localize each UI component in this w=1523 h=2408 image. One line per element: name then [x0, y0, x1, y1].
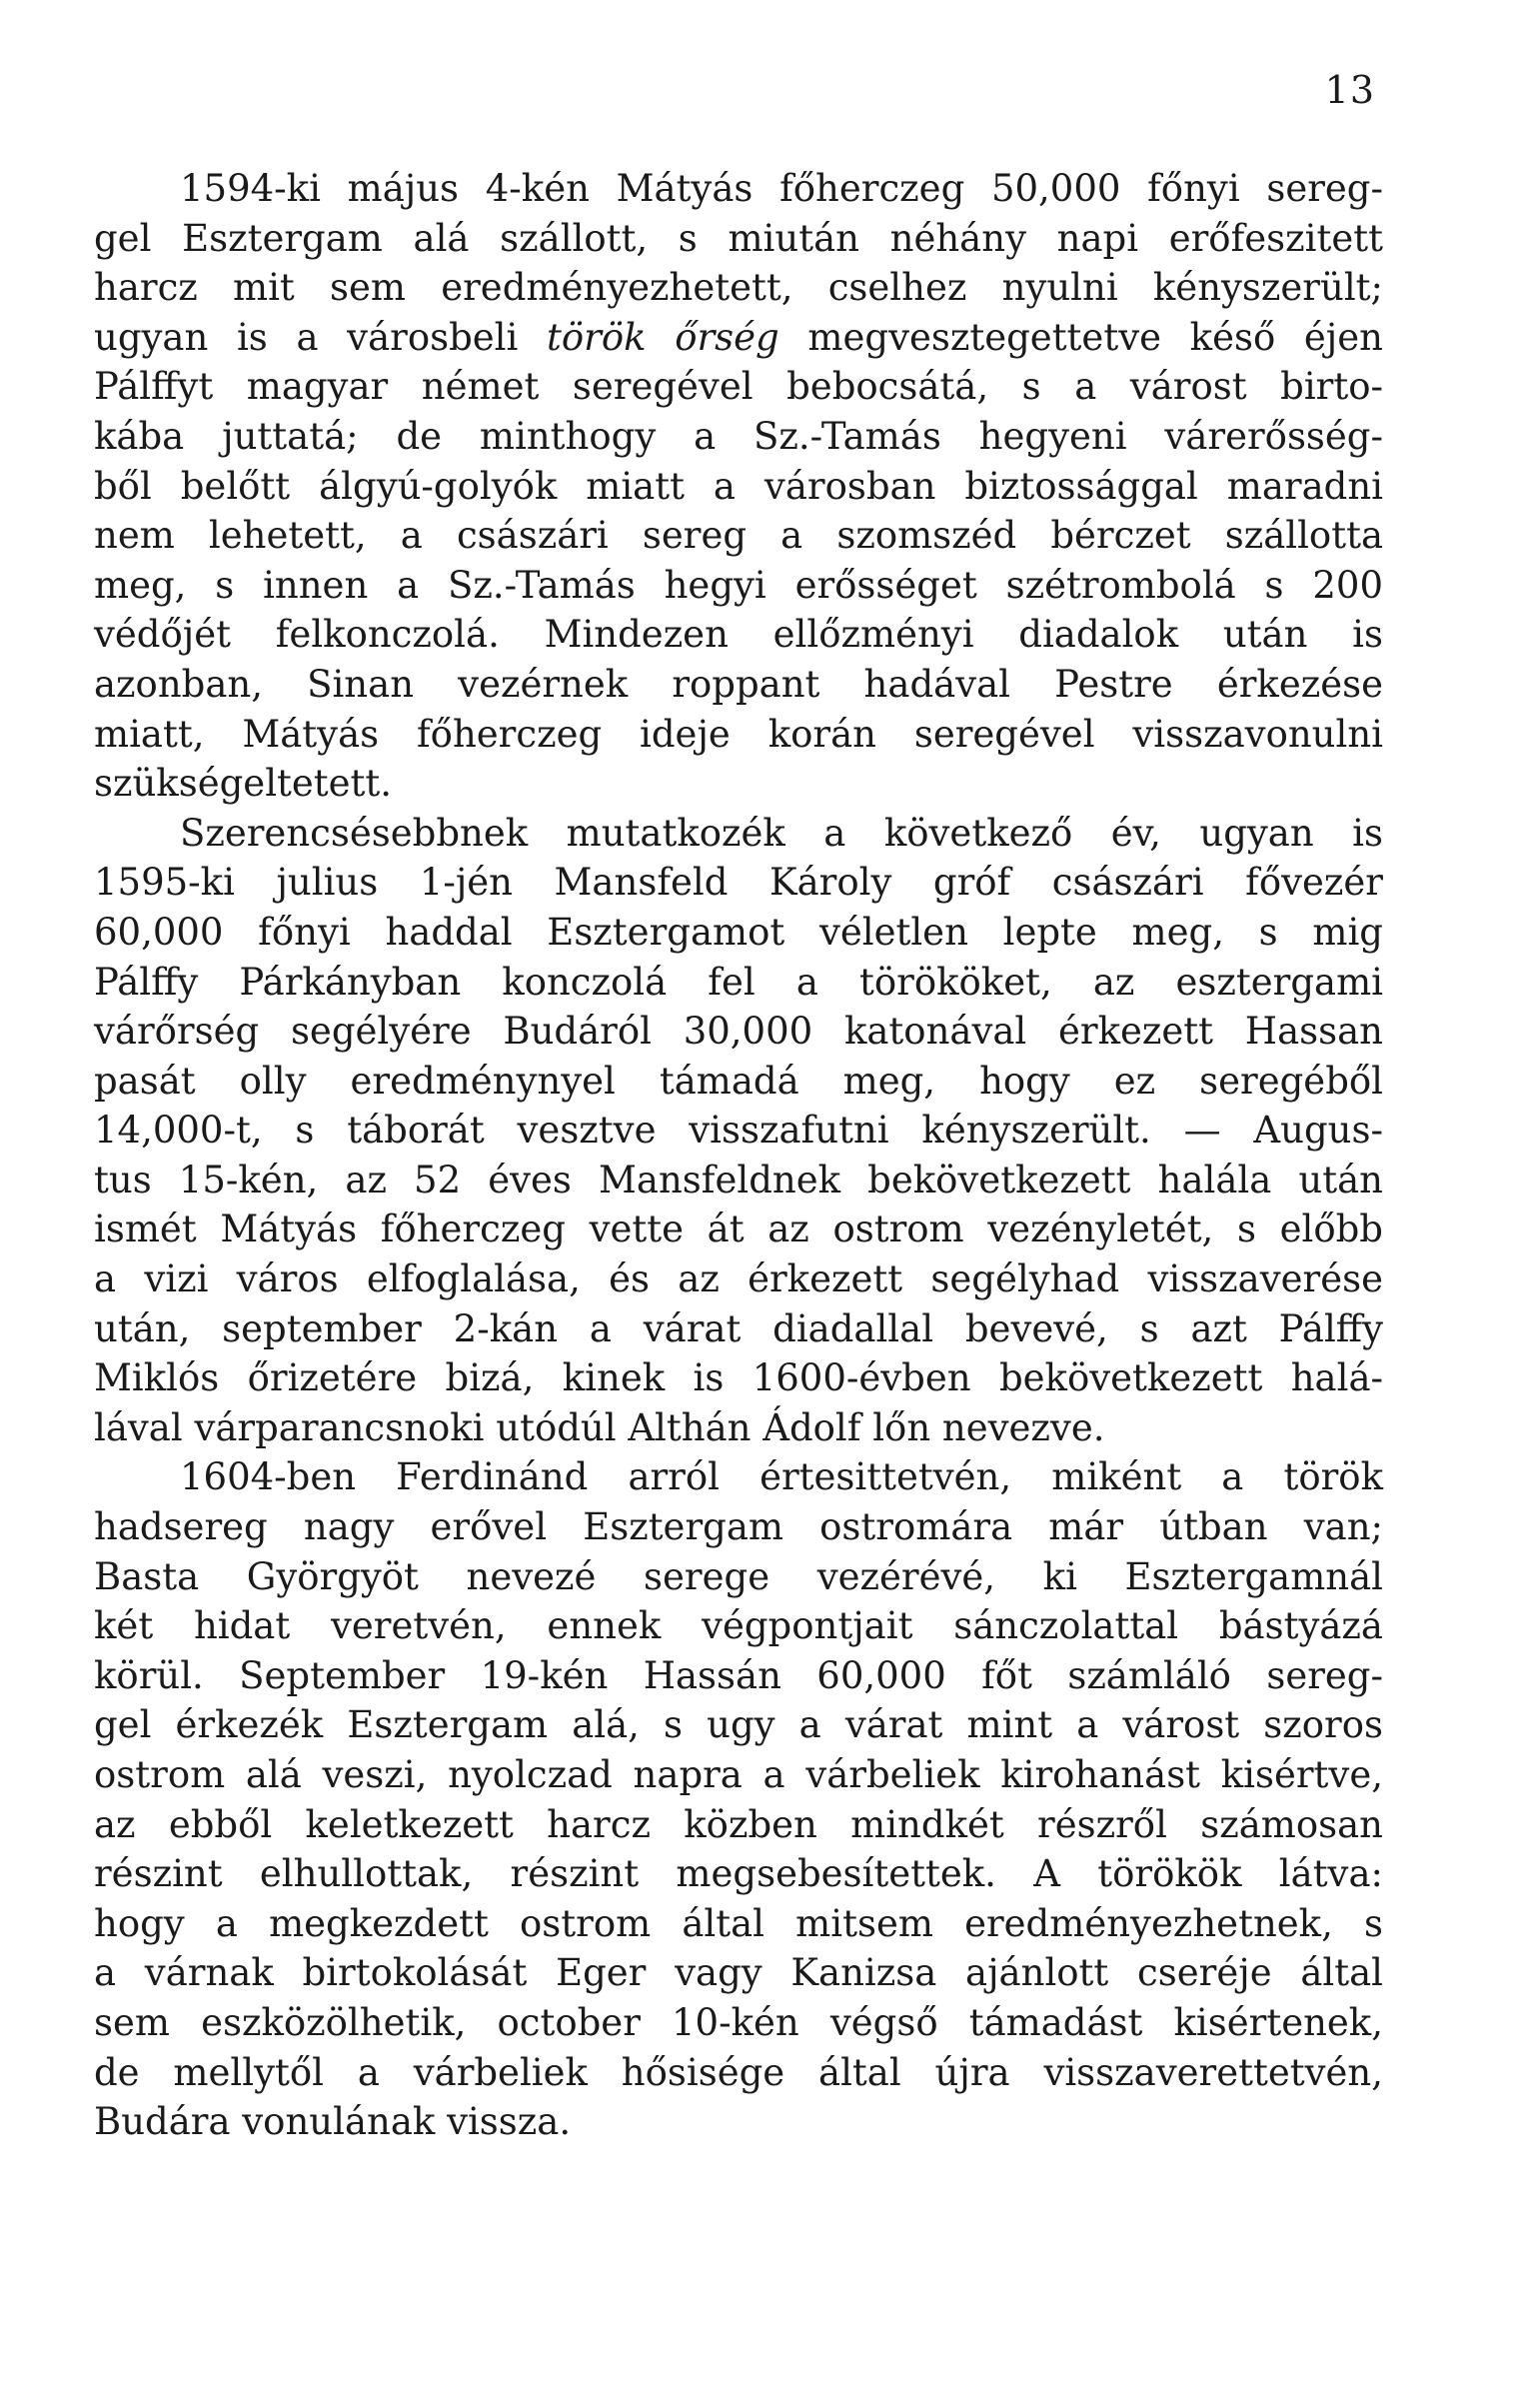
text-line: meg, s innen a Sz.-Tamás hegyi erősséget szétrombolá s 200 [94, 563, 1383, 607]
page-number: 13 [1324, 68, 1375, 112]
text-line: nem lehetett, a császári sereg a szomszéd bérczet szállotta [94, 514, 1383, 558]
text-line: Pálffyt magyar német seregével bebocsátá, s a várost birto- [94, 365, 1383, 409]
text-line: 1595-ki julius 1-jén Mansfeld Károly gróf császári fővezér [94, 861, 1383, 905]
text-line: Basta Györgyöt nevezé serege vezérévé, ki Esztergamnál [94, 1554, 1383, 1598]
text-line: ből belőtt álgyú-golyók miatt a városban biztossággal maradni [94, 464, 1383, 508]
text-line: szükségeltetett. [94, 762, 393, 806]
text-line: 1604-ben Ferdinánd arról értesittetvén, miként a török [180, 1455, 1383, 1499]
text-line: ismét Mátyás főherczeg vette át az ostrom vezényletét, s előbb [94, 1207, 1383, 1251]
text-line: a várnak birtokolását Eger vagy Kanizsa ajánlott cseréje által [94, 1951, 1383, 1995]
text-line: várőrség segélyére Budáról 30,000 katonával érkezett Hassan [94, 1010, 1383, 1054]
text-line: 1594-ki május 4-kén Mátyás főherczeg 50,000 főnyi sereg- [180, 167, 1383, 210]
text-line: Szerencsésebbnek mutatkozék a következő év, ugyan is [180, 811, 1383, 855]
text-line: az ebből keletkezett harcz közben mindkét részről számosan [94, 1802, 1383, 1846]
text-line: Budára vonulának vissza. [94, 2100, 572, 2144]
text-line: kába juttatá; de minthogy a Sz.-Tamás hegyeni várerősség- [94, 414, 1383, 458]
text-line: gel Esztergam alá szállott, s miután néhány napi erőfeszitett [94, 216, 1383, 260]
text-line: hogy a megkezdett ostrom által mitsem eredményezhetnek, s [94, 1901, 1383, 1945]
body-text [94, 164, 1383, 2147]
text-line: körül. September 19-kén Hassán 60,000 főt számláló sereg- [94, 1653, 1383, 1697]
text-line: részint elhullottak, részint megsebesítettek. A törökök látva: [94, 1852, 1383, 1896]
text-line: 60,000 főnyi haddal Esztergamot véletlen lepte meg, s mig [94, 910, 1383, 954]
text-line: harcz mit sem eredményezhetett, cselhez nyulni kényszerült; [94, 266, 1383, 310]
text-line: sem eszközölhetik, october 10-kén végső támadást kisértenek, [94, 2000, 1383, 2044]
text-line: miatt, Mátyás főherczeg ideje korán seregével visszavonulni [94, 712, 1383, 756]
text-line: Miklós őrizetére bizá, kinek is 1600-évben bekövetkezett halá- [94, 1356, 1383, 1400]
text-line: védőjét felkonczolá. Mindezen ellőzményi diadalok után is [94, 613, 1383, 657]
text-line: ugyan is a városbeli török őrség megvesztegettetve késő éjen [94, 315, 1383, 359]
text-line: Pálffy Párkányban konczolá fel a törököket, az esztergami [94, 960, 1383, 1004]
text-line: lával várparancsnoki utódúl Althán Ádolf lőn nevezve. [94, 1405, 1105, 1449]
text-line: 14,000-t, s táborát vesztve visszafutni kényszerült. — Augus- [94, 1109, 1383, 1153]
text-line: után, september 2-kán a várat diadallal bevevé, s azt Pálffy [94, 1306, 1383, 1350]
text-line: hadsereg nagy erővel Esztergam ostromára már útban van; [94, 1505, 1383, 1549]
text-line: tus 15-kén, az 52 éves Mansfeldnek bekövetkezett halála után [94, 1158, 1383, 1202]
text-line: a vizi város elfoglalása, és az érkezett segélyhad visszaverése [94, 1257, 1383, 1301]
text-line: gel érkezék Esztergam alá, s ugy a várat mint a várost szoros [94, 1703, 1383, 1747]
text-line: ostrom alá veszi, nyolczad napra a várbeliek kirohanást kisértve, [94, 1753, 1383, 1796]
text-line: pasát olly eredménynyel támadá meg, hogy ez seregéből [94, 1059, 1383, 1103]
text-line: de mellytől a várbeliek hősisége által újra visszaverettetvén, [94, 2050, 1383, 2094]
emphasized-text: török őrség [547, 315, 779, 359]
text-line: két hidat veretvén, ennek végpontjait sánczolattal bástyázá [94, 1604, 1383, 1648]
text-line: azonban, Sinan vezérnek roppant hadával Pestre érkezése [94, 662, 1383, 706]
